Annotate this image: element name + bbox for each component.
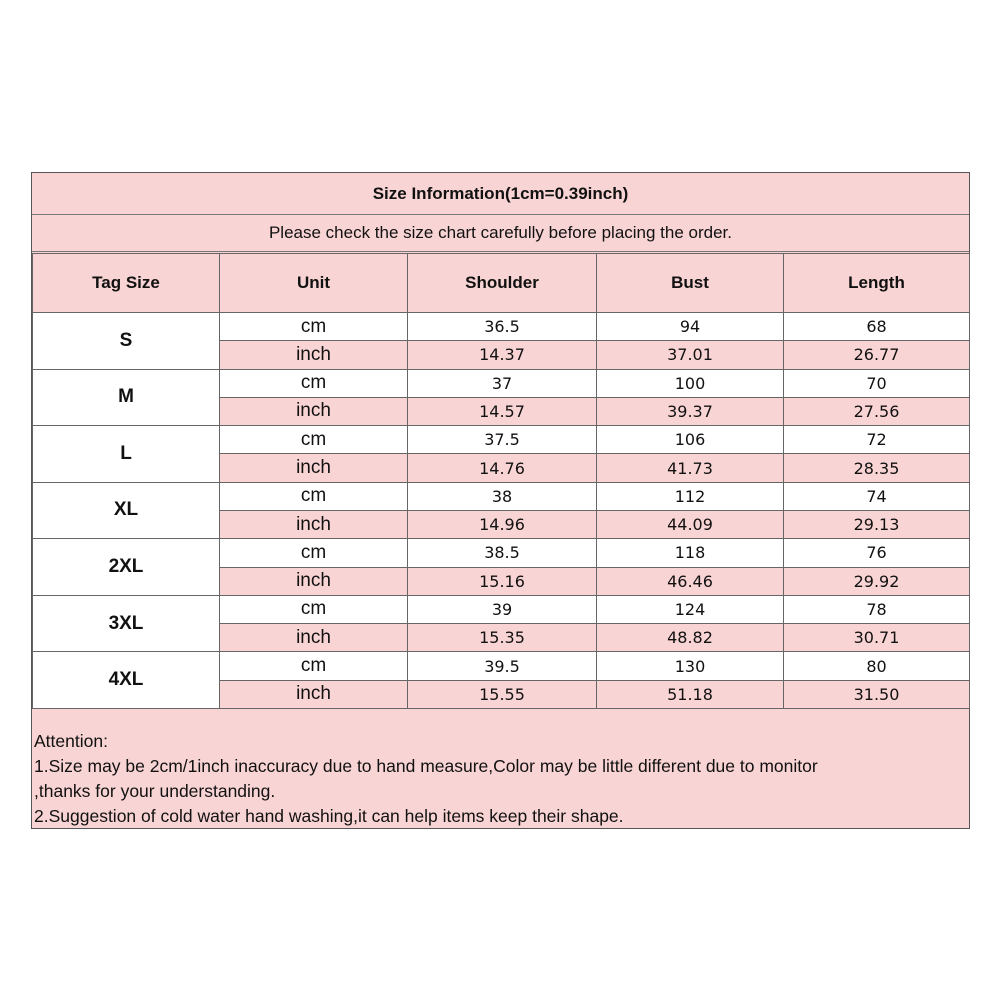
table-row: [33, 426, 970, 454]
unit-cell: inch: [220, 624, 408, 652]
bust-cell: 48.82: [597, 624, 784, 652]
note-heading: Attention:: [34, 731, 108, 751]
unit-cell: inch: [220, 510, 408, 538]
attention-notes: [34, 729, 964, 829]
bust-cell: 100: [597, 369, 784, 397]
table-row: [33, 313, 970, 341]
length-cell: 30.71: [784, 624, 970, 652]
bust-cell: 118: [597, 539, 784, 567]
tag-size-cell: XL: [33, 482, 220, 539]
length-cell: 28.35: [784, 454, 970, 482]
tag-size-cell: 2XL: [33, 539, 220, 596]
shoulder-cell: 37.5: [408, 426, 597, 454]
length-cell: 27.56: [784, 397, 970, 425]
size-table: [32, 253, 970, 709]
bust-cell: 130: [597, 652, 784, 680]
length-cell: 29.13: [784, 510, 970, 538]
table-row: [33, 652, 970, 680]
unit-cell: inch: [220, 397, 408, 425]
table-row: [33, 539, 970, 567]
bust-cell: 112: [597, 482, 784, 510]
header-shoulder: Shoulder: [408, 254, 597, 313]
tag-size-cell: 3XL: [33, 595, 220, 652]
length-cell: 80: [784, 652, 970, 680]
shoulder-cell: 15.55: [408, 680, 597, 708]
bust-cell: 46.46: [597, 567, 784, 595]
size-body: [33, 313, 970, 709]
unit-cell: inch: [220, 567, 408, 595]
shoulder-cell: 15.35: [408, 624, 597, 652]
unit-cell: cm: [220, 595, 408, 623]
chart-notice: Please check the size chart carefully before placing the order.: [32, 214, 969, 252]
table-row: [33, 595, 970, 623]
shoulder-cell: 38: [408, 482, 597, 510]
unit-cell: cm: [220, 426, 408, 454]
unit-cell: inch: [220, 341, 408, 369]
shoulder-cell: 14.76: [408, 454, 597, 482]
table-row: [33, 482, 970, 510]
bust-cell: 41.73: [597, 454, 784, 482]
bust-cell: 39.37: [597, 397, 784, 425]
length-cell: 76: [784, 539, 970, 567]
unit-cell: cm: [220, 652, 408, 680]
header-row: [33, 254, 970, 313]
bust-cell: 44.09: [597, 510, 784, 538]
tag-size-cell: 4XL: [33, 652, 220, 709]
table-row: [33, 369, 970, 397]
tag-size-cell: M: [33, 369, 220, 426]
unit-cell: cm: [220, 539, 408, 567]
shoulder-cell: 14.57: [408, 397, 597, 425]
bust-cell: 51.18: [597, 680, 784, 708]
bust-cell: 94: [597, 313, 784, 341]
bust-cell: 124: [597, 595, 784, 623]
unit-cell: inch: [220, 454, 408, 482]
note-line-3: 2.Suggestion of cold water hand washing,it can help items keep their shape.: [34, 806, 624, 826]
length-cell: 74: [784, 482, 970, 510]
length-cell: 31.50: [784, 680, 970, 708]
unit-cell: cm: [220, 369, 408, 397]
header-length: Length: [784, 254, 970, 313]
size-chart: [31, 172, 970, 829]
bust-cell: 37.01: [597, 341, 784, 369]
header-unit: Unit: [220, 254, 408, 313]
chart-title: Size Information(1cm=0.39inch): [32, 173, 969, 215]
length-cell: 29.92: [784, 567, 970, 595]
length-cell: 70: [784, 369, 970, 397]
shoulder-cell: 36.5: [408, 313, 597, 341]
shoulder-cell: 37: [408, 369, 597, 397]
shoulder-cell: 14.96: [408, 510, 597, 538]
shoulder-cell: 14.37: [408, 341, 597, 369]
shoulder-cell: 39.5: [408, 652, 597, 680]
length-cell: 26.77: [784, 341, 970, 369]
unit-cell: inch: [220, 680, 408, 708]
tag-size-cell: L: [33, 426, 220, 483]
shoulder-cell: 39: [408, 595, 597, 623]
shoulder-cell: 38.5: [408, 539, 597, 567]
length-cell: 72: [784, 426, 970, 454]
note-line-1: 1.Size may be 2cm/1inch inaccuracy due to hand measure,Color may be little different due to monitor: [34, 756, 818, 776]
shoulder-cell: 15.16: [408, 567, 597, 595]
tag-size-cell: S: [33, 313, 220, 370]
length-cell: 78: [784, 595, 970, 623]
unit-cell: cm: [220, 313, 408, 341]
bust-cell: 106: [597, 426, 784, 454]
note-line-2: ,thanks for your understanding.: [34, 781, 276, 801]
length-cell: 68: [784, 313, 970, 341]
unit-cell: cm: [220, 482, 408, 510]
header-tag-size: Tag Size: [33, 254, 220, 313]
header-bust: Bust: [597, 254, 784, 313]
